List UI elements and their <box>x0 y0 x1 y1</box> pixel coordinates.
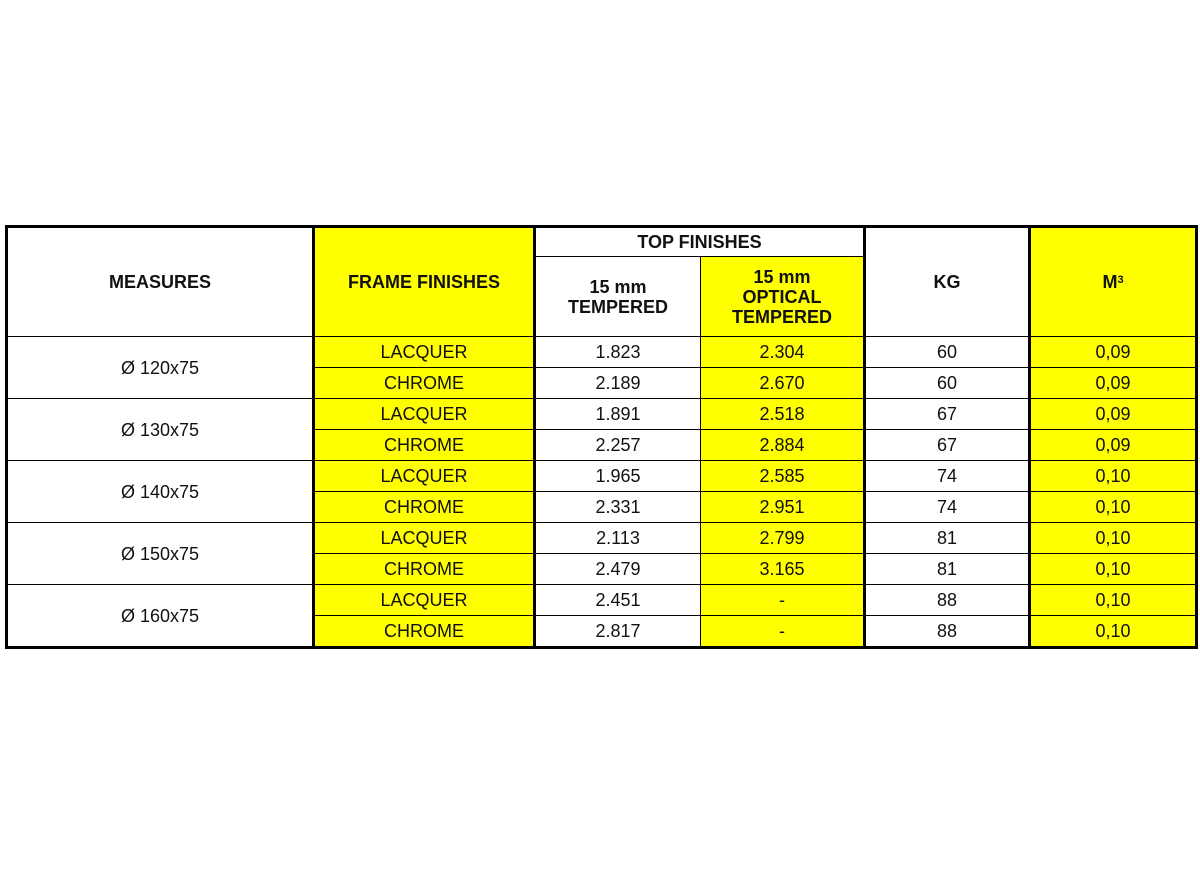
measure-cell: Ø 140x75 <box>7 461 314 523</box>
table-row <box>7 399 1197 430</box>
frame-finish-cell: CHROME <box>314 492 535 523</box>
optical-price-cell: - <box>701 616 865 648</box>
kg-cell: 88 <box>865 585 1030 616</box>
table-row <box>7 461 1197 492</box>
header-measures: MEASURES <box>7 227 314 337</box>
kg-cell: 74 <box>865 461 1030 492</box>
kg-cell: 60 <box>865 337 1030 368</box>
frame-finish-cell: CHROME <box>314 368 535 399</box>
tempered-price-cell: 2.331 <box>535 492 701 523</box>
optical-price-cell: 2.951 <box>701 492 865 523</box>
m3-cell: 0,10 <box>1030 554 1197 585</box>
frame-finish-cell: LACQUER <box>314 585 535 616</box>
header-top-optical: 15 mm OPTICAL TEMPERED <box>701 257 865 337</box>
optical-price-cell: 2.884 <box>701 430 865 461</box>
m3-cell: 0,10 <box>1030 523 1197 554</box>
tempered-price-cell: 2.113 <box>535 523 701 554</box>
optical-price-cell: - <box>701 585 865 616</box>
header-m3-base: M <box>1102 272 1118 292</box>
header-kg: KG <box>865 227 1030 337</box>
frame-finish-cell: LACQUER <box>314 337 535 368</box>
optical-price-cell: 2.585 <box>701 461 865 492</box>
tempered-price-cell: 2.257 <box>535 430 701 461</box>
header-top-finishes: TOP FINISHES <box>535 227 865 257</box>
header-top-tempered: 15 mm TEMPERED <box>535 257 701 337</box>
table-row <box>7 337 1197 368</box>
optical-price-cell: 3.165 <box>701 554 865 585</box>
tempered-price-cell: 2.817 <box>535 616 701 648</box>
frame-finish-cell: LACQUER <box>314 523 535 554</box>
frame-finish-cell: LACQUER <box>314 461 535 492</box>
tempered-price-cell: 1.965 <box>535 461 701 492</box>
m3-cell: 0,09 <box>1030 430 1197 461</box>
frame-finish-cell: CHROME <box>314 616 535 648</box>
kg-cell: 88 <box>865 616 1030 648</box>
kg-cell: 60 <box>865 368 1030 399</box>
kg-cell: 81 <box>865 554 1030 585</box>
optical-price-cell: 2.670 <box>701 368 865 399</box>
optical-price-cell: 2.518 <box>701 399 865 430</box>
measure-cell: Ø 150x75 <box>7 523 314 585</box>
tempered-price-cell: 2.479 <box>535 554 701 585</box>
m3-cell: 0,10 <box>1030 585 1197 616</box>
measure-cell: Ø 120x75 <box>7 337 314 399</box>
table-body <box>7 337 1197 648</box>
optical-price-cell: 2.304 <box>701 337 865 368</box>
tempered-price-cell: 2.189 <box>535 368 701 399</box>
m3-cell: 0,09 <box>1030 337 1197 368</box>
frame-finish-cell: CHROME <box>314 554 535 585</box>
kg-cell: 81 <box>865 523 1030 554</box>
header-m3-sup: 3 <box>1117 274 1124 286</box>
kg-cell: 67 <box>865 399 1030 430</box>
m3-cell: 0,10 <box>1030 492 1197 523</box>
m3-cell: 0,10 <box>1030 461 1197 492</box>
header-m3 <box>1030 227 1197 337</box>
price-table <box>5 225 1198 649</box>
frame-finish-cell: CHROME <box>314 430 535 461</box>
tempered-price-cell: 1.891 <box>535 399 701 430</box>
optical-price-cell: 2.799 <box>701 523 865 554</box>
frame-finish-cell: LACQUER <box>314 399 535 430</box>
m3-cell: 0,10 <box>1030 616 1197 648</box>
tempered-price-cell: 2.451 <box>535 585 701 616</box>
kg-cell: 67 <box>865 430 1030 461</box>
m3-cell: 0,09 <box>1030 368 1197 399</box>
tempered-price-cell: 1.823 <box>535 337 701 368</box>
header-frame-finishes: FRAME FINISHES <box>314 227 535 337</box>
table-row <box>7 523 1197 554</box>
measure-cell: Ø 130x75 <box>7 399 314 461</box>
kg-cell: 74 <box>865 492 1030 523</box>
measure-cell: Ø 160x75 <box>7 585 314 648</box>
table-row <box>7 585 1197 616</box>
m3-cell: 0,09 <box>1030 399 1197 430</box>
